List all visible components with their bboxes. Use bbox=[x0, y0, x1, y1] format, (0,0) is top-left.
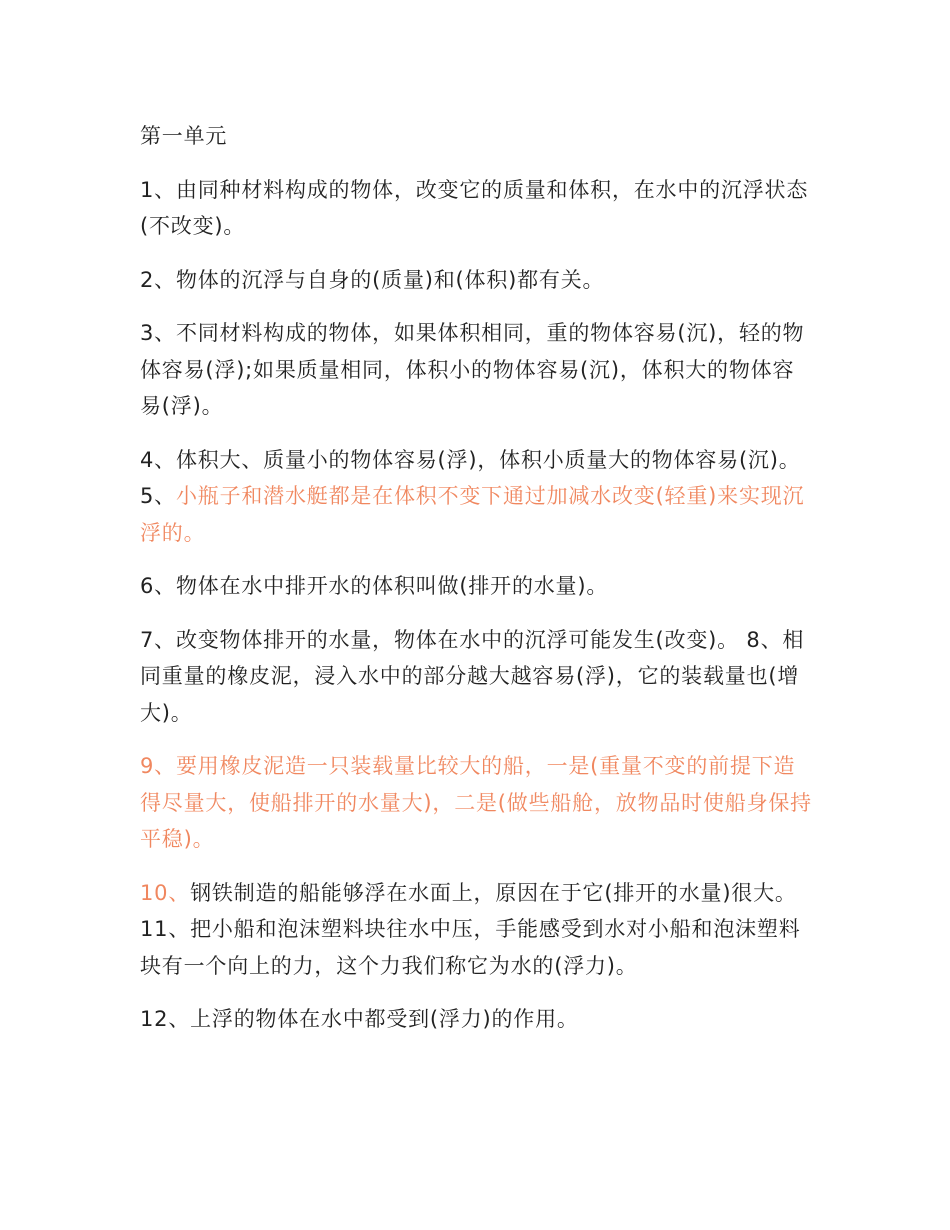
paragraph-4-text: 4、体积大、质量小的物体容易(浮)，体积小质量大的物体容易(沉)。 5、 bbox=[140, 447, 801, 508]
paragraph-6-text: 6、物体在水中排开水的体积叫做(排开的水量)。 bbox=[140, 574, 609, 598]
paragraph-10-11 bbox=[140, 875, 815, 985]
paragraph-12-text: 12、上浮的物体在水中都受到(浮力)的作用。 bbox=[140, 1007, 579, 1031]
paragraph-1 bbox=[140, 172, 815, 245]
paragraph-10-11-text: 钢铁制造的船能够浮在水面上，原因在于它(排开的水量)很大。 11、把小船和泡沫塑料块往水中压，手能感受到水对小船和泡沫塑料块有一个向上的力，这个力我们称它为水的(浮力)。 bbox=[140, 880, 801, 978]
paragraph-10-number: 10、 bbox=[140, 880, 191, 905]
paragraph-3 bbox=[140, 315, 815, 425]
paragraph-7-8 bbox=[140, 622, 815, 732]
paragraph-12 bbox=[140, 1001, 815, 1038]
paragraph-1-text: 1、由同种材料构成的物体，改变它的质量和体积，在水中的沉浮状态(不改变)。 bbox=[140, 177, 809, 238]
unit-title: 第一单元 bbox=[140, 124, 228, 148]
paragraph-9 bbox=[140, 748, 815, 858]
paragraph-4-5 bbox=[140, 442, 815, 552]
document-body bbox=[140, 118, 815, 1038]
paragraph-6 bbox=[140, 568, 815, 605]
paragraph-9-highlight-text: 要用橡皮泥造一只装载量比较大的船，一是(重量不变的前提下造得尽量大，使船排开的水量大)，二是(做些船舱，放物品时使船身保持平稳)。 bbox=[140, 754, 812, 851]
paragraph-5-highlight-text: 小瓶子和潜水艇都是在体积不变下通过加减水改变(轻重)来实现沉浮的。 bbox=[140, 484, 805, 545]
paragraph-2-text: 2、物体的沉浮与自身的(质量)和(体积)都有关。 bbox=[140, 267, 605, 292]
paragraph-3-text: 3、不同材料构成的物体，如果体积相同，重的物体容易(沉)，轻的物体容易(浮);如果质量相同，体积小的物体容易(沉)，体积大的物体容易(浮)。 bbox=[140, 321, 805, 418]
paragraph-9-number: 9、 bbox=[140, 754, 176, 778]
paragraph-7-8-text: 7、改变物体排开的水量，物体在水中的沉浮可能发生(改变)。 8、相同重量的橡皮泥，浸入水中的部分越大越容易(浮)，它的装载量也(增大)。 bbox=[140, 627, 805, 725]
paragraph-2 bbox=[140, 262, 815, 299]
